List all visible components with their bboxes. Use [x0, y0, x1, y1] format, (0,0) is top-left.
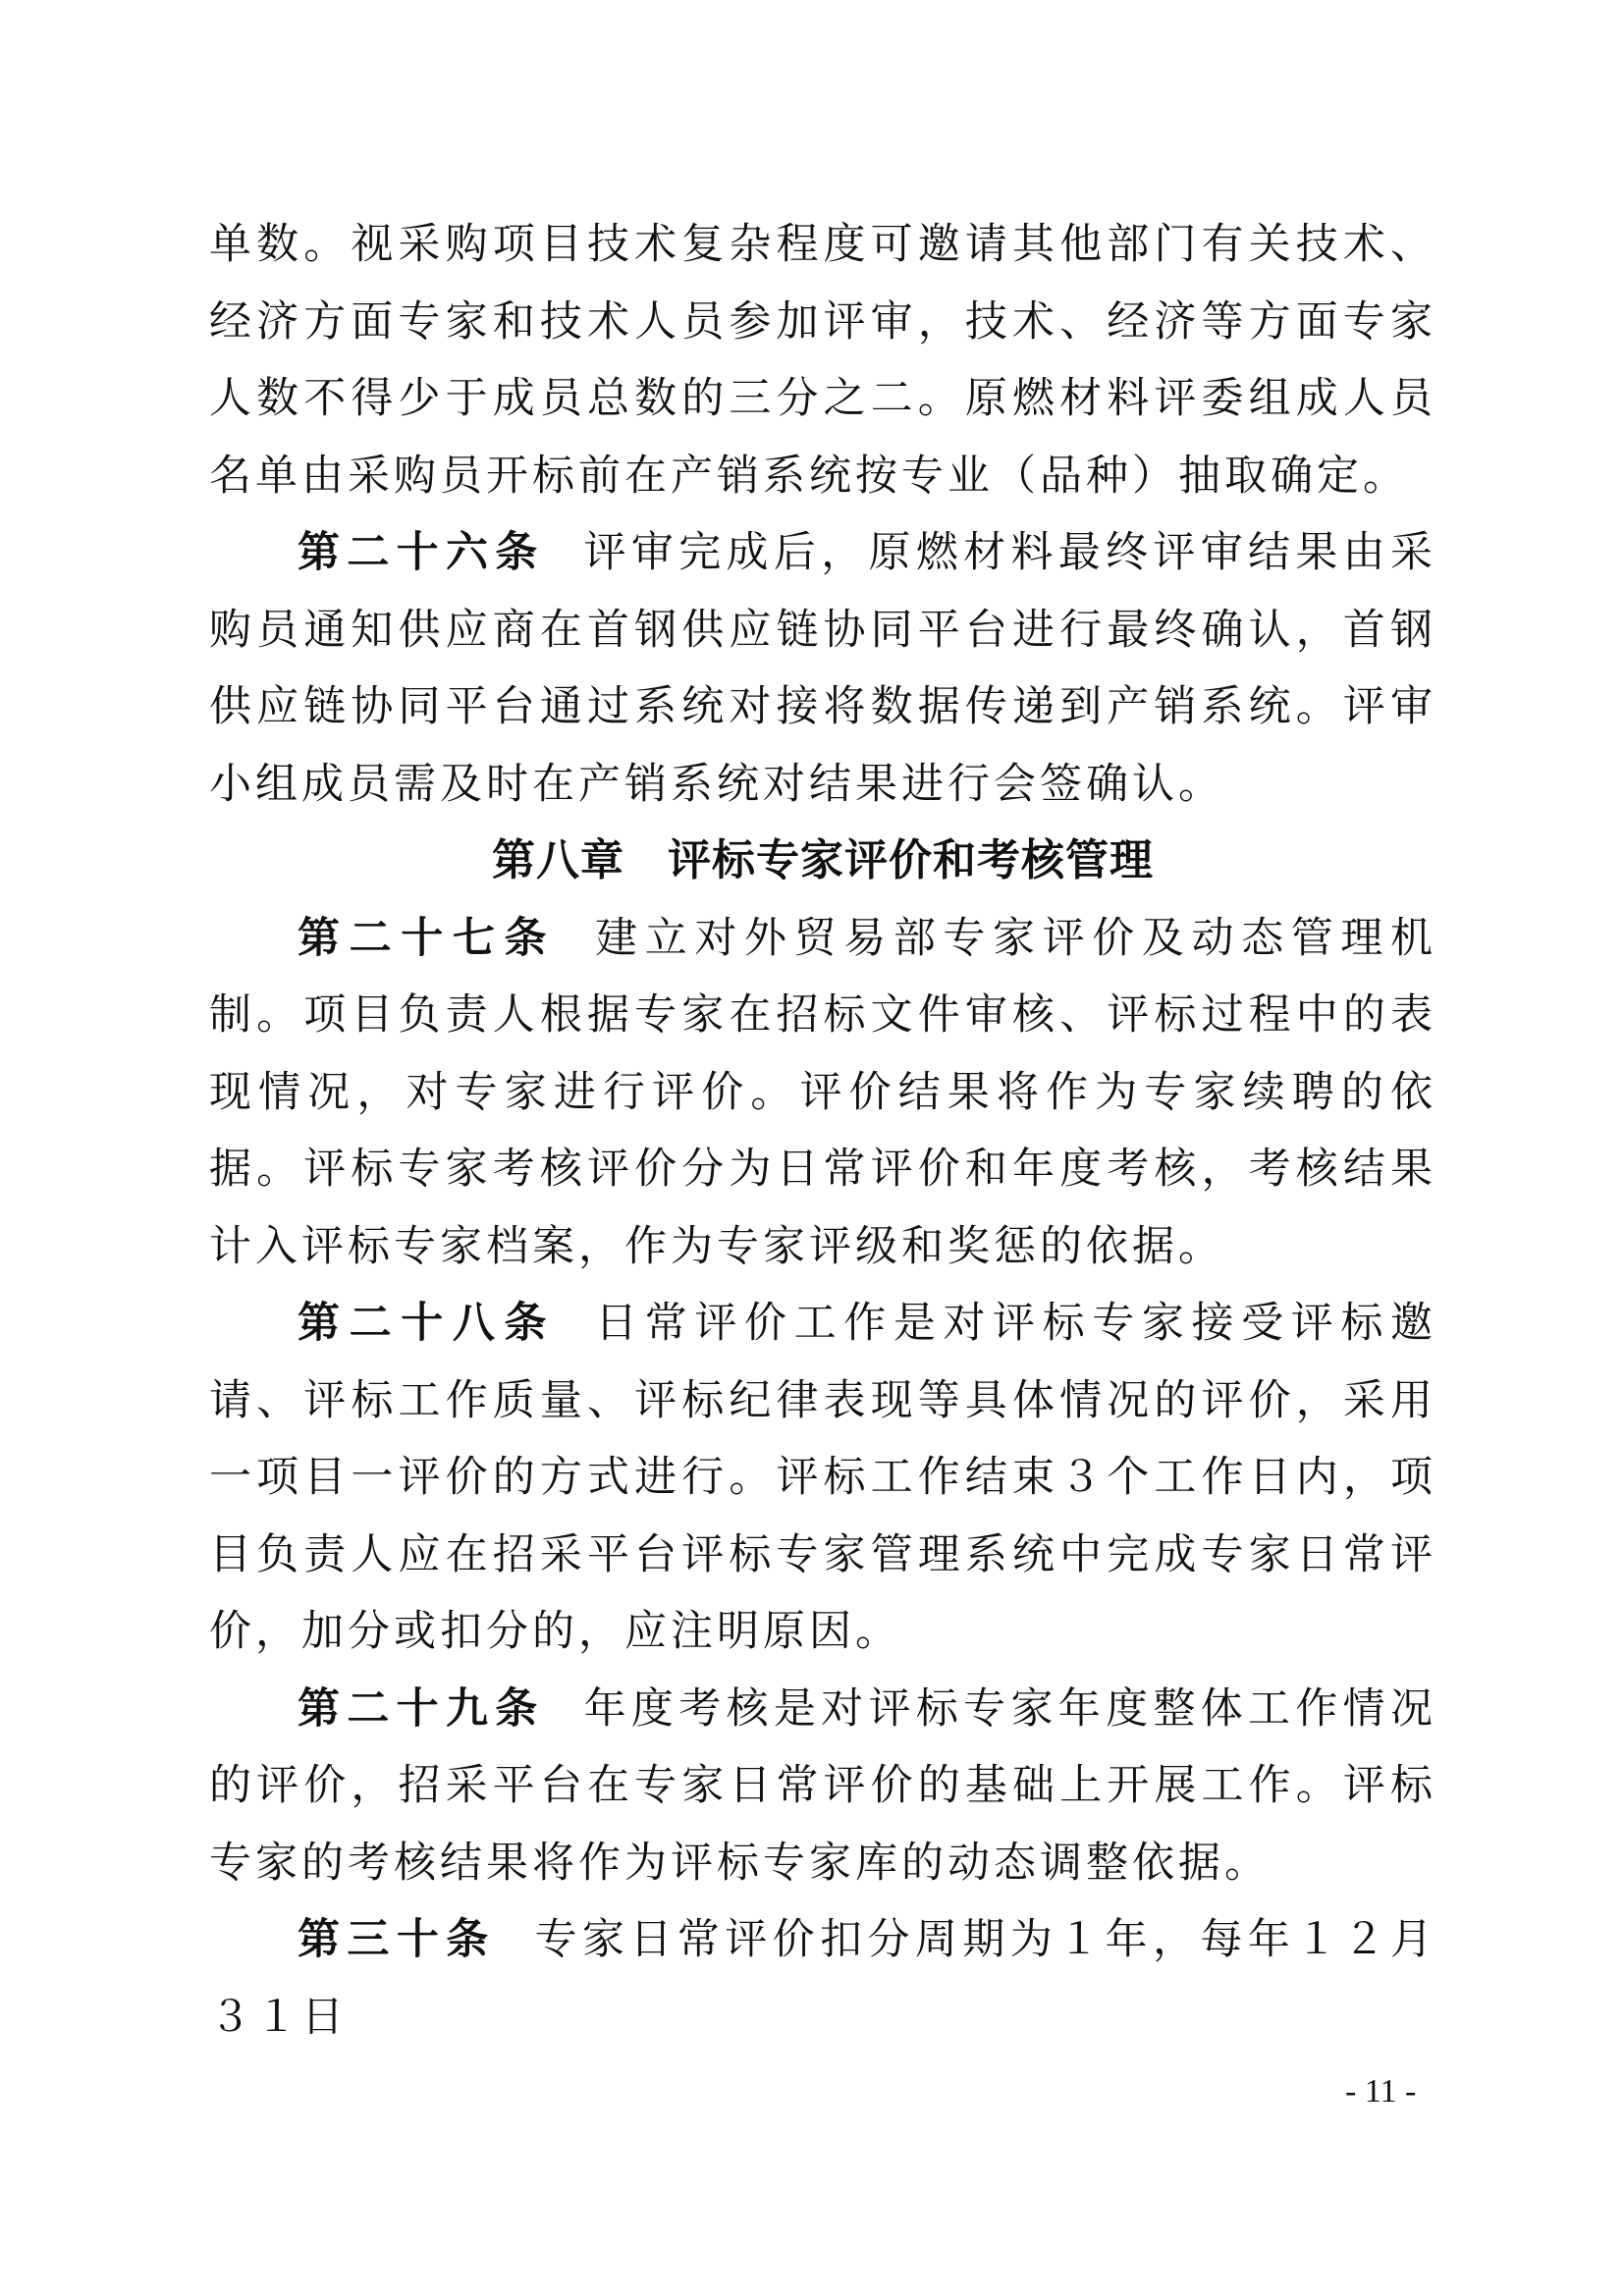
article-30-paragraph	[209, 1901, 1436, 2056]
article-number: 第二十七条	[298, 913, 557, 963]
paragraph-text: 评审完成后，原燃材料最终评审结果由采购员通知供应商在首钢供应链协同平台进行最终确认，首钢供应链协同平台通过系统对接将数据传递到产销系统。评审小组成员需及时在产销系统对结果进行会签确认。	[209, 528, 1437, 809]
article-26-paragraph	[209, 514, 1436, 823]
paragraph-text: 年度考核是对评标专家年度整体工作情况的评价，招采平台在专家日常评价的基础上开展工作。评标专家的考核结果将作为评标专家库的动态调整依据。	[209, 1683, 1437, 1888]
paragraph-text: 单数。视采购项目技术复杂程度可邀请其他部门有关技术、经济方面专家和技术人员参加评审，技术、经济等方面专家人数不得少于成员总数的三分之二。原燃材料评委组成人员名单由采购员开标前在产销系统按专业（品种）抽取确定。	[209, 220, 1436, 501]
article-number: 第三十条	[298, 1915, 496, 1964]
article-number: 第二十九条	[298, 1683, 545, 1734]
article-number: 第二十八条	[298, 1299, 557, 1348]
chapter-heading	[209, 823, 1436, 900]
article-number: 第二十六条	[298, 528, 545, 577]
article-27-paragraph	[209, 900, 1436, 1286]
paragraph-continuation	[209, 206, 1436, 514]
article-29-paragraph	[209, 1671, 1436, 1902]
chapter-title: 评标专家评价和考核管理	[668, 835, 1154, 885]
chapter-number: 第八章	[492, 835, 624, 885]
paragraph-text: 日常评价工作是对评标专家接受评标邀请、评标工作质量、评标纪律表现等具体情况的评价，采用一项目一评价的方式进行。评标工作结束３个工作日内，项目负责人应在招采平台评标专家管理系统中完成专家日常评价，加分或扣分的，应注明原因。	[209, 1299, 1437, 1656]
paragraph-text: 建立对外贸易部专家评价及动态管理机制。项目负责人根据专家在招标文件审核、评标过程中的表现情况，对专家进行评价。评价结果将作为专家续聘的依据。评标专家考核评价分为日常评价和年度考核，考核结果计入评标专家档案，作为专家评级和奖惩的依据。	[209, 913, 1437, 1271]
article-28-paragraph	[209, 1285, 1436, 1671]
paragraph-text: 专家日常评价扣分周期为１年，每年１２月３１日	[209, 1915, 1437, 2042]
document-body	[209, 206, 1436, 2056]
page-number: - 11 -	[1345, 2073, 1417, 2109]
